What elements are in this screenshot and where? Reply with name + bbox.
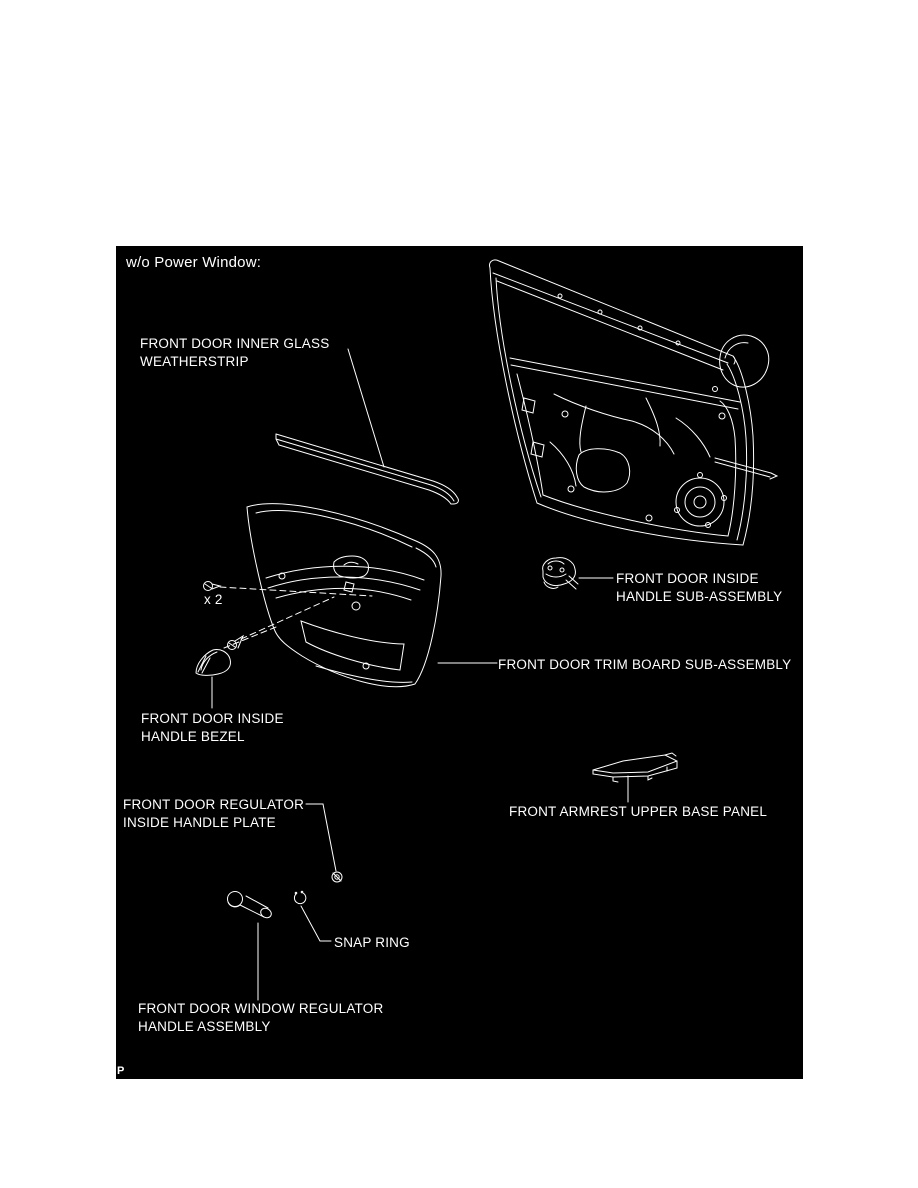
label-front-armrest-upper-base-panel: [509, 803, 767, 821]
page-mark: P: [117, 1065, 125, 1077]
plate-leader-line: [306, 804, 336, 871]
label-front-door-window-regulator-handle-assembly: [138, 1000, 383, 1036]
screw-icon: [228, 636, 244, 650]
label-line: FRONT DOOR TRIM BOARD SUB-ASSEMBLY: [498, 657, 792, 672]
label-front-door-inside-handle-bezel: [141, 710, 284, 746]
trim-board-illustration: [247, 504, 441, 687]
diagram-variant-note: w/o Power Window:: [126, 254, 262, 271]
label-line: FRONT ARMREST UPPER BASE PANEL: [509, 804, 768, 819]
label-front-door-trim-board-sub-assembly: [498, 656, 791, 674]
speaker-opening: [675, 473, 727, 528]
label-line: HANDLE ASSEMBLY: [138, 1019, 271, 1034]
label-line: HANDLE SUB-ASSEMBLY: [616, 589, 783, 604]
regulator-handle-illustration: [228, 892, 273, 920]
handle-plate-illustration: [332, 872, 342, 882]
label-line: INSIDE HANDLE PLATE: [123, 815, 276, 830]
label-line: x 2: [204, 592, 223, 607]
label-line: FRONT DOOR WINDOW REGULATOR: [138, 1001, 384, 1016]
label-snap-ring: [334, 934, 410, 952]
label-line: HANDLE BEZEL: [141, 729, 245, 744]
label-screw-quantity: [204, 591, 223, 609]
screw-icon: [204, 582, 221, 591]
snap-ring-leader-line: [301, 906, 331, 941]
bezel-illustration: [196, 649, 231, 675]
snap-ring-illustration: [294, 891, 305, 903]
label-front-door-regulator-inside-handle-plate: [123, 796, 304, 832]
label-line: FRONT DOOR REGULATOR: [123, 797, 305, 812]
armrest-panel-illustration: [593, 753, 677, 782]
weatherstrip-illustration: [276, 434, 458, 504]
front-door-illustration: [490, 260, 777, 545]
label-line: FRONT DOOR INSIDE: [616, 571, 759, 586]
label-front-door-inner-glass-weatherstrip: [140, 335, 329, 371]
diagram-canvas: [116, 246, 803, 1079]
label-line: WEATHERSTRIP: [140, 354, 249, 369]
map-pocket: [301, 621, 404, 670]
inside-handle-sub-assembly-illustration: [543, 558, 578, 589]
screw-dashed-leader: [241, 597, 334, 639]
label-front-door-inside-handle-sub-assembly: [616, 570, 782, 606]
label-line: FRONT DOOR INSIDE: [141, 711, 284, 726]
label-line: SNAP RING: [334, 935, 410, 950]
label-line: FRONT DOOR INNER GLASS: [140, 336, 330, 351]
service-hole: [576, 449, 629, 492]
weatherstrip-leader-line: [348, 349, 384, 467]
